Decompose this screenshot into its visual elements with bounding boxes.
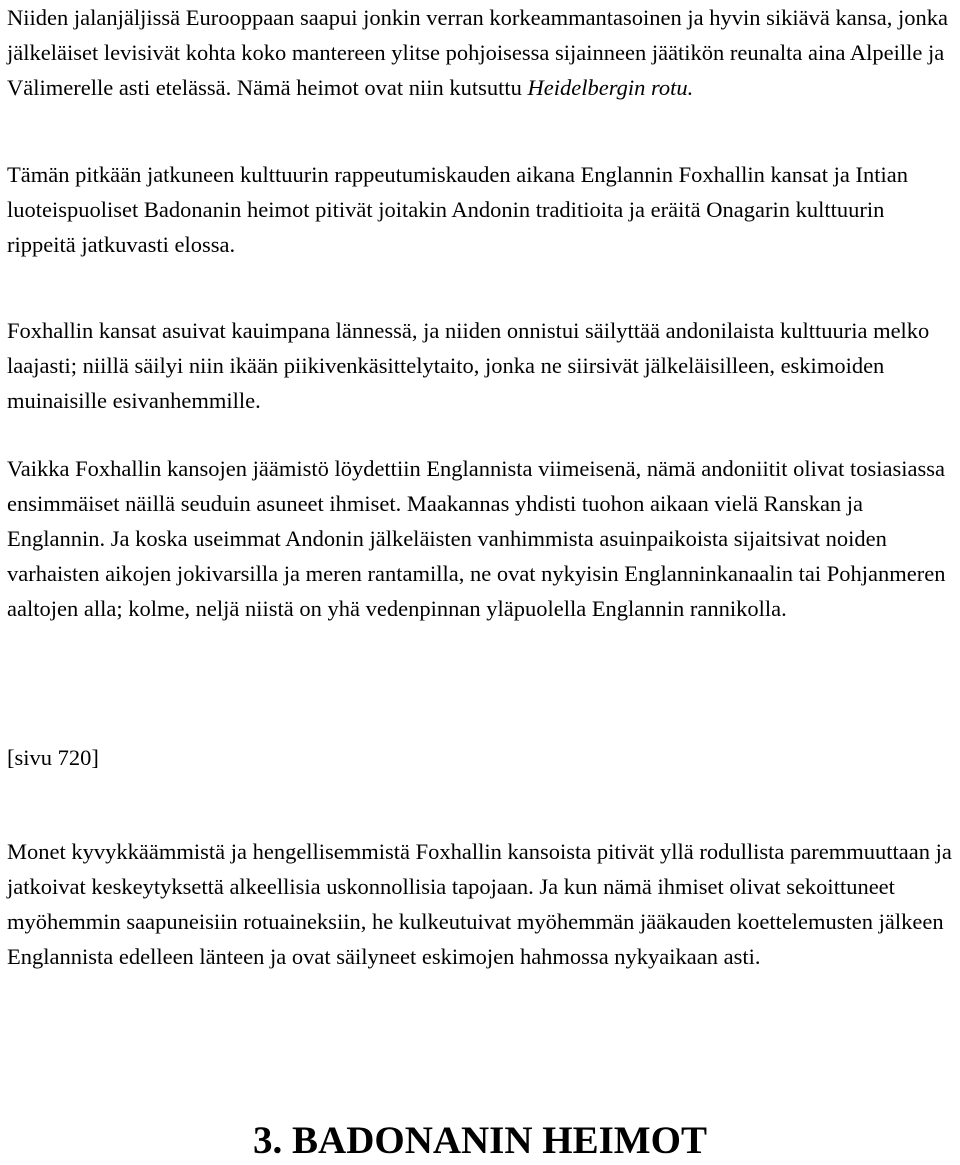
paragraph-eskimo: Monet kyvykkäämmistä ja hengellisemmistä Foxhallin kansoista pitivät yllä rodullista paremmuuttaan ja jatkoivat keskeytyksettä alkeellisia uskonnollisia tapojaan. Ja kun nämä ihmiset olivat sekoittuneet myöhemmin saapuneisiin rotuaineksiin, he kulkeutuivat myöhemmän jääkauden koettelemusten jälkeen Englannista edelleen länteen ja ovat säilyneet eskimojen hahmossa nykyaikaan asti.: [7, 839, 952, 969]
paragraph-heidelberg: [7, 0, 957, 105]
paragraph-text: Niiden jalanjäljissä Eurooppaan saapui jonkin verran korkeammantasoinen ja hyvin sikiävä kansa, jonka jälkeläiset levisivät kohta koko mantereen ylitse pohjoisessa sijainneen jäätikön reunalta aina Alpeille ja Välimerelle asti etelässä. Nämä heimot ovat niin kutsuttu: [7, 5, 948, 100]
emphasized-term: Heidelbergin rotu.: [527, 75, 694, 100]
paragraph-england: Vaikka Foxhallin kansojen jäämistö löydettiin Englannista viimeisenä, nämä andoniitit olivat tosiasiassa ensimmäiset näillä seuduin asuneet ihmiset. Maakannas yhdisti tuohon aikaan vielä Ranskan ja Englannin. Ja koska useimmat Andonin jälkeläisten vanhimmista asuinpaikoista sijaitsivat noiden varhaisten aikojen jokivarsilla ja meren rantamilla, ne ovat nykyisin Englanninkanaalin tai Pohjanmeren aaltojen alla; kolme, neljä niistä on yhä vedenpinnan yläpuolella Englannin rannikolla.: [7, 456, 946, 621]
chapter-heading: 3. BADONANIN HEIMOT: [253, 1119, 707, 1162]
page-marker: [sivu 720]: [7, 745, 99, 770]
paragraph-decline: Tämän pitkään jatkuneen kulttuurin rappeutumiskauden aikana Englannin Foxhallin kansat ja Intian luoteispuoliset Badonanin heimot pitivät joitakin Andonin traditioita ja eräitä Onagarin kulttuurin rippeitä jatkuvasti elossa.: [7, 162, 908, 257]
paragraph-foxhall: Foxhallin kansat asuivat kauimpana lännessä, ja niiden onnistui säilyttää andonilaista kulttuuria melko laajasti; niillä säilyi niin ikään piikivenkäsittelytaito, jonka ne siirsivät jälkeläisilleen, eskimoiden muinaisille esivanhemmille.: [7, 318, 930, 413]
